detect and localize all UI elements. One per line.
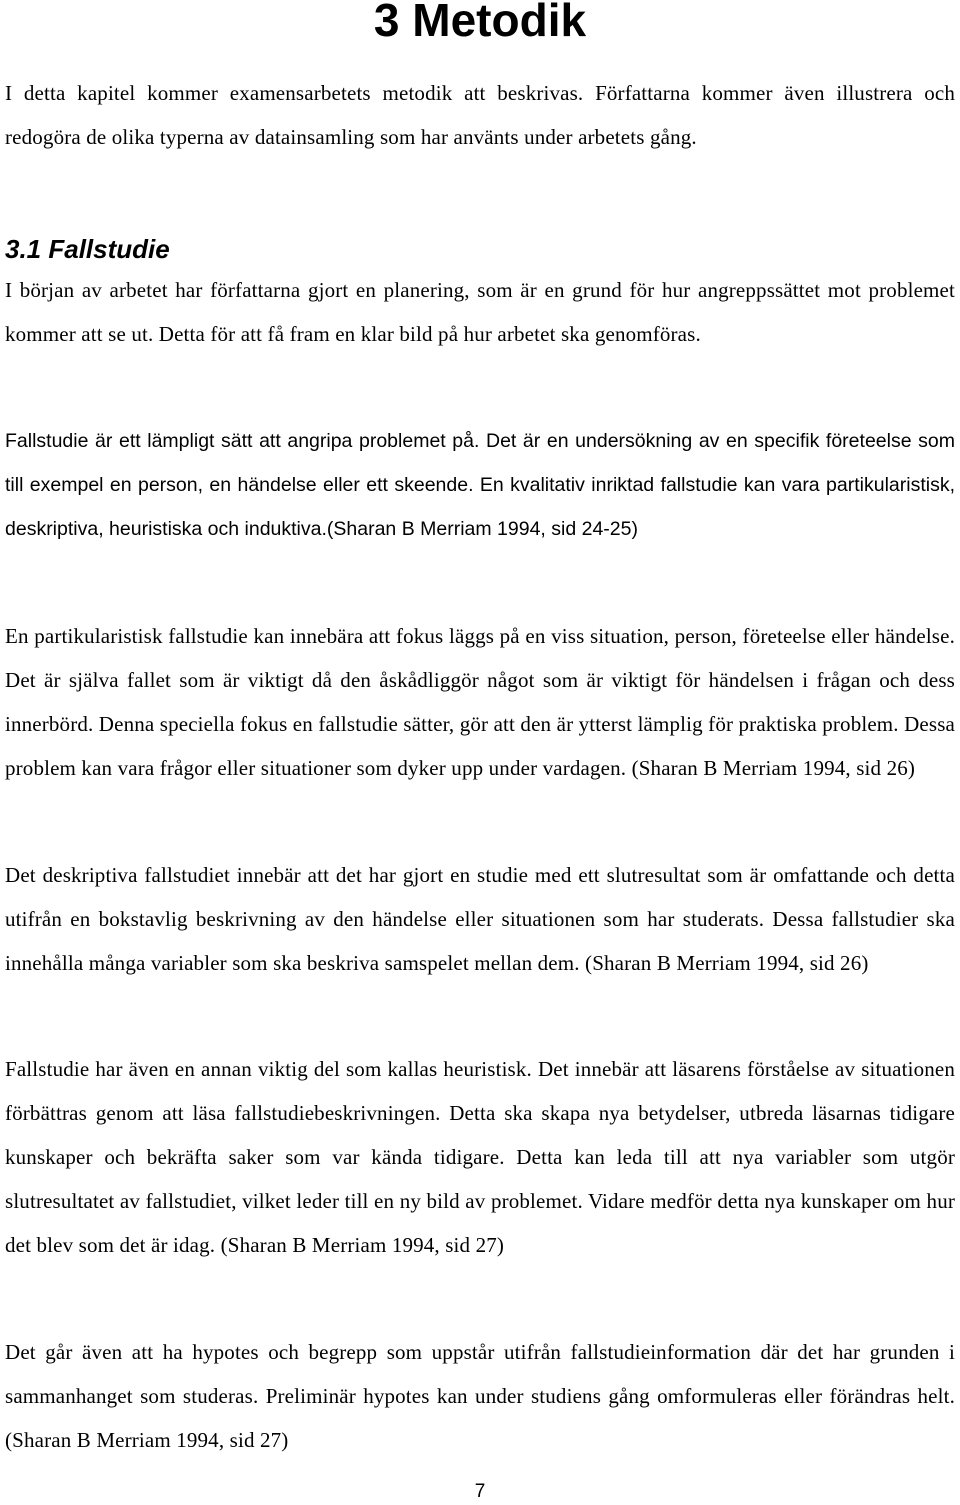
page-number: 7 [474,1481,486,1502]
paragraph-hypothesis: Det går även att ha hypotes och begrepp som uppstår utifrån fallstudieinformation där det har grunden i sammanhanget som studeras. Preliminär hypotes kan under studiens gång omformuleras eller förändras helt. (Sharan B Merriam 1994, sid 27) [5,1340,955,1452]
paragraph-descriptive: Det deskriptiva fallstudiet innebär att det har gjort en studie med ett slutresultat som är omfattande och detta utifrån en bokstavlig beskrivning av den händelse eller situationen som har studerats. Dessa fallstudier ska innehålla många variabler som ska beskriva samspelet mellan dem. (Sharan B Merriam 1994, sid 26) [5,863,955,975]
paragraph-definition: Fallstudie är ett lämpligt sätt att angripa problemet på. Det är en undersökning av en specifik företeelse som till exempel en person, en händelse eller ett skeende. En kvalitativ inriktad fallstudie kan vara partikularistisk, deskriptiva, heuristiska och induktiva.(Sharan B Merriam 1994, sid 24-25) [5,430,955,540]
paragraph-heuristic: Fallstudie har även en annan viktig del som kallas heuristisk. Det innebär att läsarens förståelse av situationen förbättras genom att läsa fallstudiebeskrivningen. Detta ska skapa nya betydelser, utbreda läsarnas tidigare kunskaper och bekräfta saker som var kända tidigare. Detta kan leda till att nya variabler som utgör slutresultatet av fallstudiet, vilket leder till en ny bild av problemet. Vidare medför detta nya kunskaper om hur det blev som det är idag. (Sharan B Merriam 1994, sid 27) [5,1057,955,1257]
chapter-title: 3 Metodik [373,0,587,46]
intro-paragraph: I detta kapitel kommer examensarbetets metodik att beskrivas. Författarna kommer även illustrera och redogöra de olika typerna av datainsamling som har använts under arbetets gång. [5,81,955,149]
paragraph-particularistic: En partikularistisk fallstudie kan innebära att fokus läggs på en viss situation, person, företeelse eller händelse. Det är själva fallet som är viktigt då den åskådliggör något som är viktigt för händelsen i frågan och dess innerbörd. Denna speciella fokus en fallstudie sätter, gör att den är ytterst lämplig för praktiska problem. Dessa problem kan vara frågor eller situationer som dyker upp under vardagen. (Sharan B Merriam 1994, sid 26) [5,624,955,780]
section-heading: 3.1 Fallstudie [5,234,170,264]
paragraph-planning: I början av arbetet har författarna gjort en planering, som är en grund för hur angreppssättet mot problemet kommer att se ut. Detta för att få fram en klar bild på hur arbetet ska genomföras. [5,278,955,346]
